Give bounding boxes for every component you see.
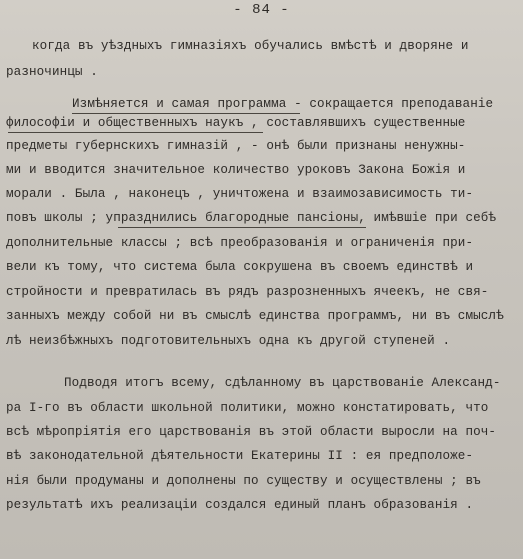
underline-mark: [118, 227, 366, 228]
page-number: - 84 -: [233, 2, 290, 18]
text-line: вѣ законодательной дѣятельности Екатерины II : ея предположе-: [6, 449, 474, 463]
underline-mark: [72, 113, 300, 114]
underline-mark: [8, 132, 263, 133]
text-line: вели къ тому, что система была сокрушена въ своемъ единствѣ и: [6, 260, 474, 274]
text-line: всѣ мѣропрiятiя его царствованiя въ этой области выросли на поч-: [6, 425, 497, 439]
text-line: Измѣняется и самая программа - сокращается преподаванiе: [72, 97, 494, 111]
text-line: когда въ уѣздныхъ гимназiяхъ обучались вмѣстѣ и дворяне и: [32, 39, 469, 53]
text-line: дополнительные классы ; всѣ преобразованiя и ограниченiя при-: [6, 236, 474, 250]
text-line: разночинцы .: [6, 65, 98, 79]
text-line: философiи и общественныхъ наукъ , составлявшихъ существенные: [6, 116, 466, 130]
text-line: результатѣ ихъ реализацiи создался единый планъ образованiя .: [6, 498, 474, 512]
text-line: стройности и превратилась въ рядъ разрозненныхъ ячеекъ, не свя-: [6, 285, 489, 299]
text-line: нiя были продуманы и дополнены по существу и осуществлены ; въ: [6, 474, 481, 488]
text-line: лѣ неизбѣжныхъ подготовительныхъ одна къ другой ступеней .: [6, 334, 451, 348]
text-line: ми и вводится значительное количество уроковъ Закона Божiя и: [6, 163, 466, 177]
text-line: занныхъ между собой ни въ смыслѣ единства программъ, ни въ смыслѣ: [6, 309, 504, 323]
text-line: повъ школы ; упразднились благородные пансiоны, имѣвшiе при себѣ: [6, 211, 497, 225]
text-line: морали . Была , наконецъ , уничтожена и взаимозависимость ти-: [6, 187, 474, 201]
text-line: Подводя итогъ всему, сдѣланному въ царствованiе Александ-: [64, 376, 501, 390]
text-line: ра I-го въ области школьной политики, можно констатировать, что: [6, 401, 489, 415]
text-line: предметы губернскихъ гимназiй , - онѣ были признаны ненужны-: [6, 139, 466, 153]
